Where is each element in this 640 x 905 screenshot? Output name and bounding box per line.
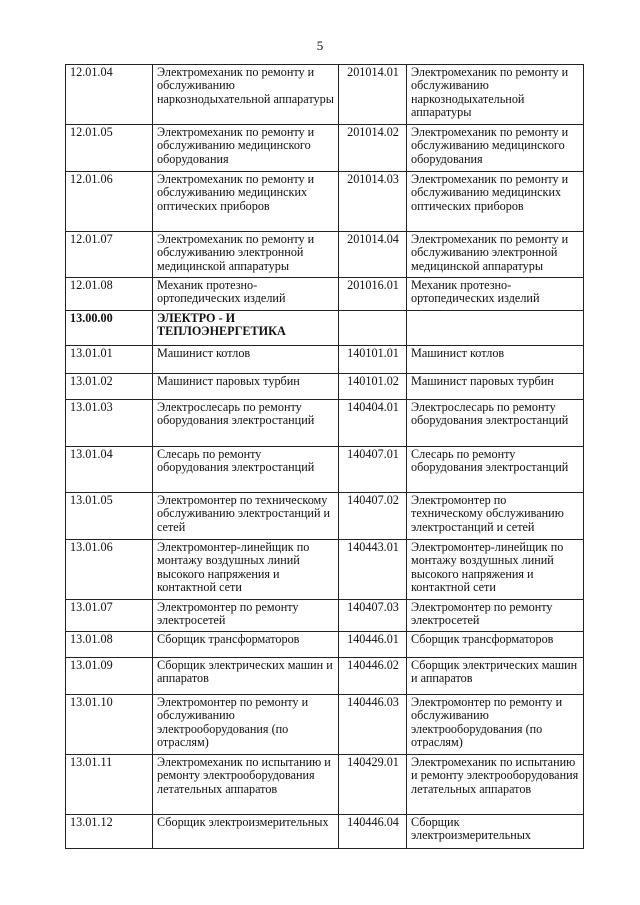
table-row <box>66 695 584 755</box>
ref-name-cell: Сборщик электрических машин и аппаратов <box>407 658 584 695</box>
ref-code-cell: 201014.01 <box>339 65 407 125</box>
ref-name-cell: Электромонтер по техническому обслуживанию электростанций и сетей <box>407 493 584 540</box>
ref-name-cell: Электрослесарь по ремонту оборудования электростанций <box>407 400 584 447</box>
table-row <box>66 278 584 311</box>
ref-name-cell: Машинист котлов <box>407 346 584 374</box>
ref-code-cell: 140446.01 <box>339 632 407 658</box>
name-cell: Электромонтер по техническому обслуживанию электростанций и сетей <box>153 493 339 540</box>
table-row <box>66 600 584 632</box>
name-cell: Слесарь по ремонту оборудования электростанций <box>153 447 339 493</box>
table-row <box>66 172 584 232</box>
code-cell: 13.01.08 <box>66 632 153 658</box>
name-cell: Сборщик электроизмерительных <box>153 815 339 849</box>
table-row <box>66 540 584 600</box>
ref-name-cell <box>407 311 584 346</box>
table-row <box>66 65 584 125</box>
name-cell: Электромонтер-линейщик по монтажу воздушных линий высокого напряжения и контактной сети <box>153 540 339 600</box>
ref-code-cell: 201014.02 <box>339 125 407 172</box>
code-cell: 13.01.12 <box>66 815 153 849</box>
name-cell: Электромонтер по ремонту электросетей <box>153 600 339 632</box>
table-row <box>66 232 584 278</box>
section-row <box>66 311 584 346</box>
ref-name-cell: Электромеханик по ремонту и обслуживанию электронной медицинской аппаратуры <box>407 232 584 278</box>
table-row <box>66 815 584 849</box>
ref-code-cell: 140446.02 <box>339 658 407 695</box>
name-cell: Электромеханик по ремонту и обслуживанию наркознодыхательной аппаратуры <box>153 65 339 125</box>
ref-name-cell: Сборщик электроизмерительных <box>407 815 584 849</box>
table-row <box>66 632 584 658</box>
name-cell: Сборщик электрических машин и аппаратов <box>153 658 339 695</box>
ref-name-cell: Электромеханик по ремонту и обслуживанию медицинского оборудования <box>407 125 584 172</box>
code-cell: 13.01.01 <box>66 346 153 374</box>
ref-code-cell: 140101.02 <box>339 374 407 400</box>
ref-code-cell: 140404.01 <box>339 400 407 447</box>
profession-table <box>65 64 584 849</box>
ref-name-cell: Машинист паровых турбин <box>407 374 584 400</box>
name-cell: Сборщик трансформаторов <box>153 632 339 658</box>
name-cell: Машинист паровых турбин <box>153 374 339 400</box>
code-cell: 12.01.07 <box>66 232 153 278</box>
name-cell: ЭЛЕКТРО - И ТЕПЛОЭНЕРГЕТИКА <box>153 311 339 346</box>
name-cell: Электромеханик по ремонту и обслуживанию медицинских оптических приборов <box>153 172 339 232</box>
ref-name-cell: Электромонтер по ремонту электросетей <box>407 600 584 632</box>
ref-code-cell: 201014.04 <box>339 232 407 278</box>
ref-code-cell: 140407.01 <box>339 447 407 493</box>
table-row <box>66 493 584 540</box>
code-cell: 12.01.08 <box>66 278 153 311</box>
code-cell: 13.01.05 <box>66 493 153 540</box>
table-row <box>66 125 584 172</box>
ref-code-cell: 201014.03 <box>339 172 407 232</box>
ref-name-cell: Электромонтер по ремонту и обслуживанию электрооборудования (по отраслям) <box>407 695 584 755</box>
name-cell: Электромонтер по ремонту и обслуживанию электрооборудования (по отраслям) <box>153 695 339 755</box>
ref-code-cell: 140446.04 <box>339 815 407 849</box>
name-cell: Электромеханик по ремонту и обслуживанию электронной медицинской аппаратуры <box>153 232 339 278</box>
ref-name-cell: Электромеханик по испытанию и ремонту электрооборудования летательных аппаратов <box>407 755 584 815</box>
code-cell: 13.01.03 <box>66 400 153 447</box>
code-cell: 13.01.02 <box>66 374 153 400</box>
table-row <box>66 447 584 493</box>
ref-code-cell: 140101.01 <box>339 346 407 374</box>
name-cell: Электромеханик по испытанию и ремонту электрооборудования летательных аппаратов <box>153 755 339 815</box>
ref-code-cell <box>339 311 407 346</box>
code-cell: 13.01.09 <box>66 658 153 695</box>
name-cell: Электромеханик по ремонту и обслуживанию медицинского оборудования <box>153 125 339 172</box>
name-cell: Механик протезно-ортопедических изделий <box>153 278 339 311</box>
name-cell: Машинист котлов <box>153 346 339 374</box>
table-row <box>66 400 584 447</box>
page-number: 5 <box>316 38 324 53</box>
code-cell: 12.01.06 <box>66 172 153 232</box>
table-row <box>66 658 584 695</box>
name-cell: Электрослесарь по ремонту оборудования электростанций <box>153 400 339 447</box>
ref-code-cell: 140407.02 <box>339 493 407 540</box>
table-row <box>66 374 584 400</box>
ref-name-cell: Механик протезно-ортопедических изделий <box>407 278 584 311</box>
code-cell: 13.01.11 <box>66 755 153 815</box>
ref-code-cell: 140407.03 <box>339 600 407 632</box>
table-row <box>66 346 584 374</box>
code-cell: 13.01.07 <box>66 600 153 632</box>
code-cell: 12.01.04 <box>66 65 153 125</box>
ref-code-cell: 140429.01 <box>339 755 407 815</box>
code-cell: 13.01.10 <box>66 695 153 755</box>
code-cell: 13.01.06 <box>66 540 153 600</box>
ref-code-cell: 140446.03 <box>339 695 407 755</box>
ref-code-cell: 140443.01 <box>339 540 407 600</box>
ref-name-cell: Электромонтер-линейщик по монтажу воздушных линий высокого напряжения и контактной сети <box>407 540 584 600</box>
code-cell: 12.01.05 <box>66 125 153 172</box>
ref-code-cell: 201016.01 <box>339 278 407 311</box>
ref-name-cell: Сборщик трансформаторов <box>407 632 584 658</box>
code-cell: 13.00.00 <box>66 311 153 346</box>
code-cell: 13.01.04 <box>66 447 153 493</box>
ref-name-cell: Электромеханик по ремонту и обслуживанию наркознодыхательной аппаратуры <box>407 65 584 125</box>
ref-name-cell: Электромеханик по ремонту и обслуживанию медицинских оптических приборов <box>407 172 584 232</box>
ref-name-cell: Слесарь по ремонту оборудования электростанций <box>407 447 584 493</box>
table-row <box>66 755 584 815</box>
